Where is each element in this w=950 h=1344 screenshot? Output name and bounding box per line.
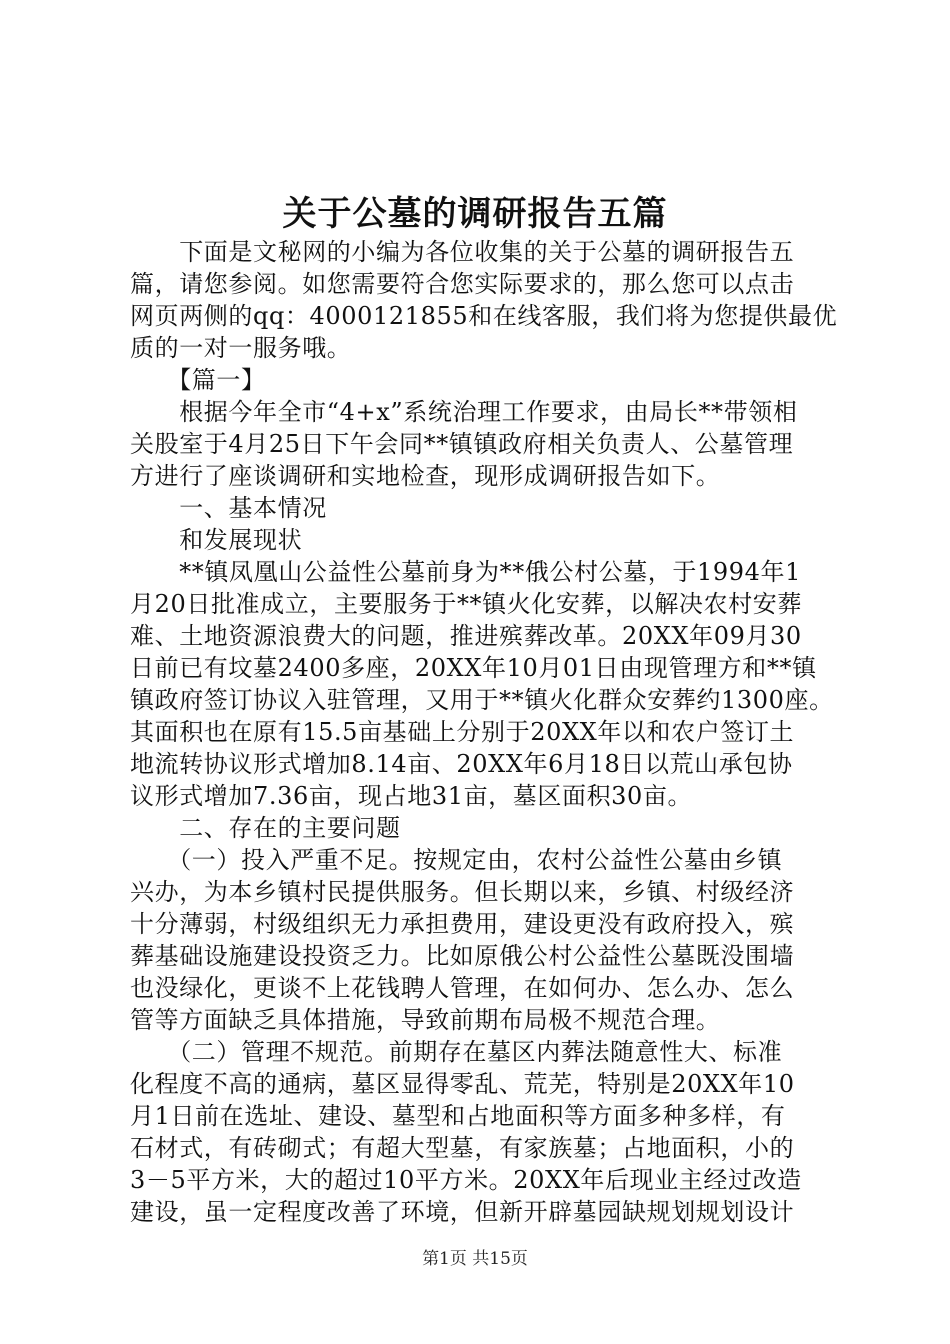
text-line: 和发展现状 [130, 526, 303, 554]
text-line: 网页两侧的qq：4000121855和在线客服，我们将为您提供最优 [130, 302, 838, 330]
text-line: 方进行了座谈调研和实地检查，现形成调研报告如下。 [130, 462, 721, 490]
text-line: 篇，请您参阅。如您需要符合您实际要求的，那么您可以点击 [130, 270, 795, 298]
text-line: 兴办，为本乡镇村民提供服务。但长期以来，乡镇、村级经济 [130, 878, 795, 906]
text-line: 管等方面缺乏具体措施，导致前期布局极不规范合理。 [130, 1006, 721, 1034]
text-line: 化程度不高的通病，墓区显得零乱、荒芜，特别是20XX年10 [130, 1070, 795, 1098]
text-line: 议形式增加7.36亩，现占地31亩，墓区面积30亩。 [130, 782, 693, 810]
text-line: 月20日批准成立，主要服务于**镇火化安葬，以解决农村安葬 [130, 590, 802, 618]
text-line: （二）管理不规范。前期存在墓区内葬法随意性大、标准 [130, 1038, 783, 1066]
text-line: 石材式，有砖砌式；有超大型墓，有家族墓；占地面积，小的 [130, 1134, 795, 1162]
text-line: 也没绿化，更谈不上花钱聘人管理，在如何办、怎么办、怎么 [130, 974, 795, 1002]
text-line: 根据今年全市“4+x”系统治理工作要求，由局长**带领相 [130, 398, 798, 426]
text-line: 难、土地资源浪费大的问题，推进殡葬改革。20XX年09月30 [130, 622, 802, 650]
text-line: 3－5平方米，大的超过10平方米。20XX年后现业主经过改造 [130, 1166, 802, 1194]
text-line: 质的一对一服务哦。 [130, 334, 352, 362]
text-line: 一、基本情况 [130, 494, 327, 522]
page-footer: 第1页 共15页 [422, 1249, 528, 1269]
text-line: 建设，虽一定程度改善了环境，但新开辟墓园缺规划规划设计 [130, 1198, 795, 1226]
document-title: 关于公墓的调研报告五篇 [282, 194, 668, 234]
text-line: **镇凤凰山公益性公墓前身为**俄公村公墓，于1994年1 [130, 558, 801, 586]
text-line: 葬基础设施建设投资乏力。比如原俄公村公益性公墓既没围墙 [130, 942, 795, 970]
text-line: 地流转协议形式增加8.14亩、20XX年6月18日以荒山承包协 [130, 750, 793, 778]
document-body [130, 236, 838, 1228]
text-line: 【篇一】 [130, 366, 266, 394]
text-line: 镇政府签订协议入驻管理，又用于**镇火化群众安葬约1300座。 [130, 686, 834, 714]
text-line: 十分薄弱，村级组织无力承担费用，建设更没有政府投入，殡 [130, 910, 795, 938]
text-line: 月1日前在选址、建设、墓型和占地面积等方面多种多样，有 [130, 1102, 786, 1130]
text-line: 日前已有坟墓2400多座，20XX年10月01日由现管理方和**镇 [130, 654, 817, 682]
text-line: 下面是文秘网的小编为各位收集的关于公墓的调研报告五 [130, 238, 795, 266]
text-line: 二、存在的主要问题 [130, 814, 401, 842]
text-line: 其面积也在原有15.5亩基础上分别于20XX年以和农户签订土 [130, 718, 795, 746]
text-line: 关股室于4月25日下午会同**镇镇政府相关负责人、公墓管理 [130, 430, 794, 458]
text-line: （一）投入严重不足。按规定由，农村公益性公墓由乡镇 [130, 846, 783, 874]
